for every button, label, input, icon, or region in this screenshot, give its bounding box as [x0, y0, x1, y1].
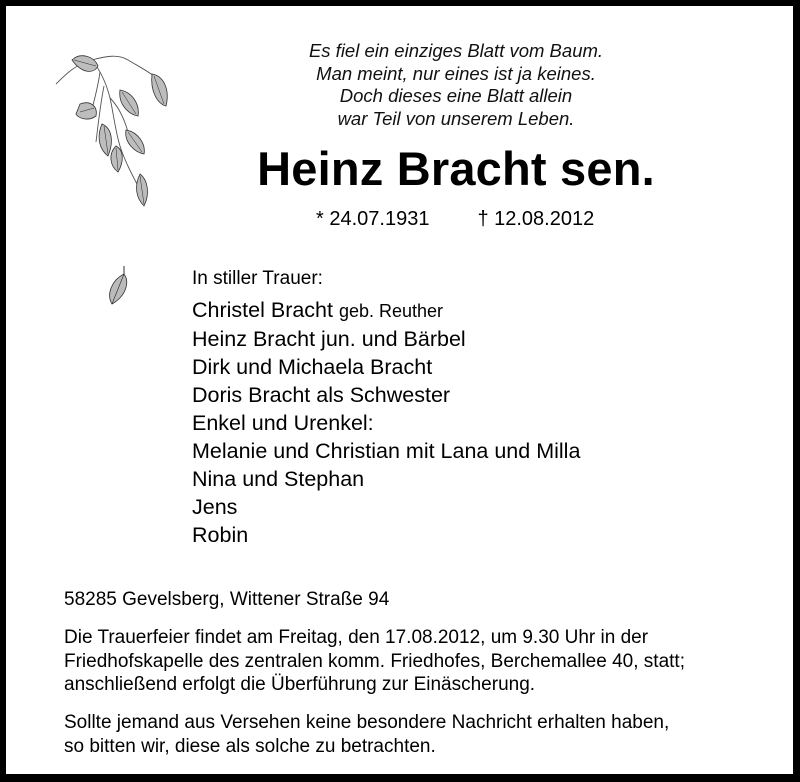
notice-line: Sollte jemand aus Versehen keine besondere Nachricht erhalten haben,: [64, 712, 670, 733]
mourner-line: Melanie und Christian mit Lana und Milla: [192, 439, 581, 463]
ceremony-line: anschließend erfolgt die Überführung zur Einäscherung.: [64, 674, 536, 695]
mourner-line: Enkel und Urenkel:: [192, 411, 374, 435]
mourner-line: Jens: [192, 495, 238, 519]
mourners-intro: In stiller Trauer:: [192, 268, 323, 289]
ceremony-line: Friedhofskapelle des zentralen komm. Friedhofes, Berchemallee 40, statt;: [64, 650, 685, 672]
mourners-list: [192, 266, 580, 549]
spouse-nee: geb. Reuther: [338, 301, 444, 321]
mourner-line: Doris Bracht als Schwester: [192, 383, 451, 407]
mourner-line: Nina und Stephan: [192, 467, 365, 491]
notice-line: so bitten wir, diese als solche zu betrachten.: [64, 735, 436, 757]
poem-line: Doch dieses eine Blatt allein: [339, 85, 573, 106]
family-address: 58285 Gevelsberg, Wittener Straße 94: [64, 589, 390, 610]
ceremony-info: [64, 626, 685, 697]
memorial-poem: [256, 40, 656, 130]
poem-line: Man meint, nur eines ist ja keines.: [316, 62, 596, 84]
mourner-line: Robin: [192, 523, 249, 547]
poem-line: war Teil von unserem Leben.: [337, 107, 575, 129]
death-date: † 12.08.2012: [477, 208, 595, 230]
ceremony-line: Die Trauerfeier findet am Freitag, den 17.08.2012, um 9.30 Uhr in der: [64, 627, 649, 648]
poem-line: Es fiel ein einziges Blatt vom Baum.: [308, 40, 604, 61]
notification-notice: [64, 711, 669, 758]
mourner-line: Dirk und Michaela Bracht: [192, 355, 433, 379]
birth-date: * 24.07.1931: [316, 208, 430, 230]
mourner-line: Heinz Bracht jun. und Bärbel: [192, 327, 466, 351]
falling-leaf-icon: [104, 264, 134, 308]
life-dates: [316, 207, 594, 231]
deceased-name: Heinz Bracht sen.: [257, 142, 655, 195]
birch-branch-icon: [54, 46, 184, 216]
spouse-name: Christel Bracht: [192, 298, 333, 322]
mourner-line: [192, 296, 580, 325]
